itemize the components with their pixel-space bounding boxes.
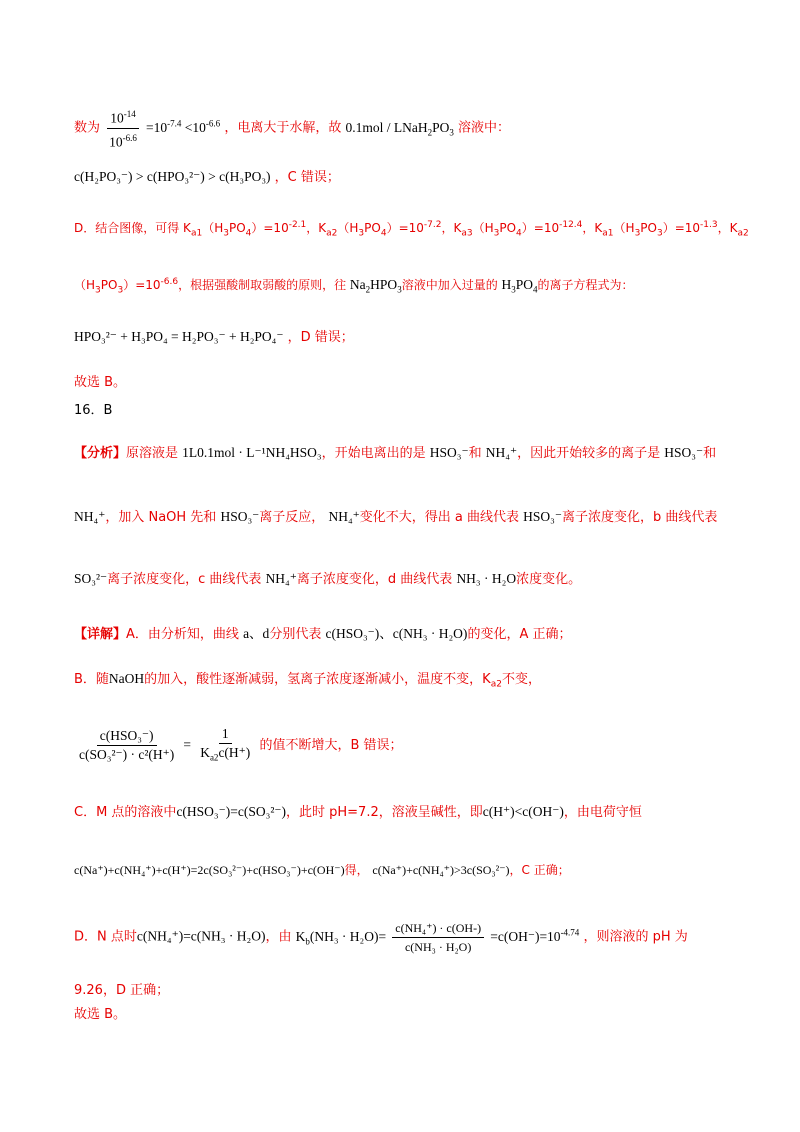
- numerator: 10: [110, 110, 124, 126]
- fraction: $\frac{1}{K_{a2}c(H^+)}$: [200, 725, 251, 763]
- text-line-10: SO₃²⁻离子浓度变化，c 曲线代表 NH₄⁺离子浓度变化，d 曲线代表 NH₃ · H₂O浓度变化。: [74, 571, 582, 587]
- text: 数为: [74, 120, 101, 136]
- text-line-12: B．随NaOH的加入，酸性逐渐减弱，氢离子浓度逐渐减小，温度不变，$K_{a2}$不变，: [74, 671, 541, 690]
- denominator: 10: [109, 134, 123, 149]
- text-line-1: [74, 105, 740, 151]
- text-line-8: 【分析】原溶液是 1L0.1mol · L⁻¹NH₄HSO₃，开始电离出的是 HSO₃⁻和 NH₄⁺，因此开始较多的离子是 HSO₃⁻和: [74, 445, 717, 461]
- text-line-17: 9.26，D 正确；: [74, 983, 170, 998]
- math: HPO₃²⁻ + H₃PO₄ = H₂PO₃⁻ + H₂PO₄⁻: [74, 329, 284, 344]
- text-line-14: C．M 点的溶液中c(HSO₃⁻)=c(SO₃²⁻)，此时 pH=7.2，溶液呈碱性，即c(H⁺)<c(OH⁻)，由电荷守恒: [74, 804, 642, 820]
- text-line-2: [74, 166, 740, 189]
- sup: -14: [123, 109, 136, 119]
- text-line-5: [74, 326, 740, 349]
- math: $0.1mol / LNaH_2PO_3$: [345, 119, 454, 138]
- math: $=10^{-7.4} <10^{-6.6}$: [146, 118, 221, 135]
- text-line-4: $(H_3PO_3)=10^{-6.6}$，根据强酸制取弱酸的原则，往 $Na_2HPO_3$溶液中加入过量的 $H_3PO_4$的离子方程式为：: [74, 277, 634, 296]
- question-number: 16．B: [74, 403, 113, 418]
- fraction: [106, 105, 140, 151]
- sup: -6.6: [122, 132, 137, 143]
- fraction: $\frac{\text{c(NH₄⁺) · c(OH-)}}{\text{c(NH₃ · H₂O)}}$: [392, 919, 484, 956]
- text: 溶液中：: [458, 120, 511, 136]
- text-line-18: 故选 B。: [74, 1007, 127, 1022]
- text-line-15: c(Na⁺)+c(NH₄⁺)+c(H⁺)=2c(SO₃²⁻)+c(HSO₃⁻)+c(OH⁻)得， c(Na⁺)+c(NH₄⁺)>3c(SO₃²⁻)，C 正确；: [74, 863, 570, 877]
- text: ，电离大于水解，故: [224, 120, 342, 136]
- text: ，D 错误；: [287, 330, 354, 345]
- text-line-13: $\frac{\text{c(HSO₃⁻)}}{\text{c(SO₃²⁻) · c²(H⁺)}}$ = $\frac{1}{K_{a2}c(H^+)}$ 的值不断增大，B 错误；: [74, 720, 740, 770]
- text-line-9: NH₄⁺，加入 NaOH 先和 HSO₃⁻离子反应， NH₄⁺变化不大，得出 a 曲线代表 HSO₃⁻离子浓度变化，b 曲线代表: [74, 509, 718, 525]
- math: c(H₂PO₃⁻) > c(HPO₃²⁻) > c(H₃PO₃): [74, 169, 271, 184]
- text-line-6: 故选 B。: [74, 375, 127, 390]
- text: ，C 错误；: [274, 170, 340, 185]
- text-line-16: D．N 点时c(NH₄⁺)=c(NH₃ · H₂O)，由 $K_b(NH_3 \cdot H_2O)=$ $\frac{\text{c(NH₄⁺) · c(OH-)}}{\text{c(NH₃ · H₂O)}}$ $=c(OH^-)=10^{-4.74}$ ，则溶液的 pH 为: [74, 920, 688, 954]
- text-line-11: 【详解】A．由分析知，曲线 a、d分别代表 c(HSO₃⁻)、c(NH₃ · H₂O)的变化，A 正确；: [74, 626, 572, 642]
- text-line-3: D．结合图像，可得 $K_{a1}(H_3PO_4)=10^{-2.1}$，$K_{a2}(H_3PO_4)=10^{-7.2}$，$K_{a3}(H_3PO_4)=10^{-12.4}$，$K_{a1}(H_3PO_3)=10^{-1.3}$，$K_{a2}$: [74, 220, 749, 239]
- fraction: $\frac{\text{c(HSO₃⁻)}}{\text{c(SO₃²⁻) · c²(H⁺)}}$: [79, 728, 175, 762]
